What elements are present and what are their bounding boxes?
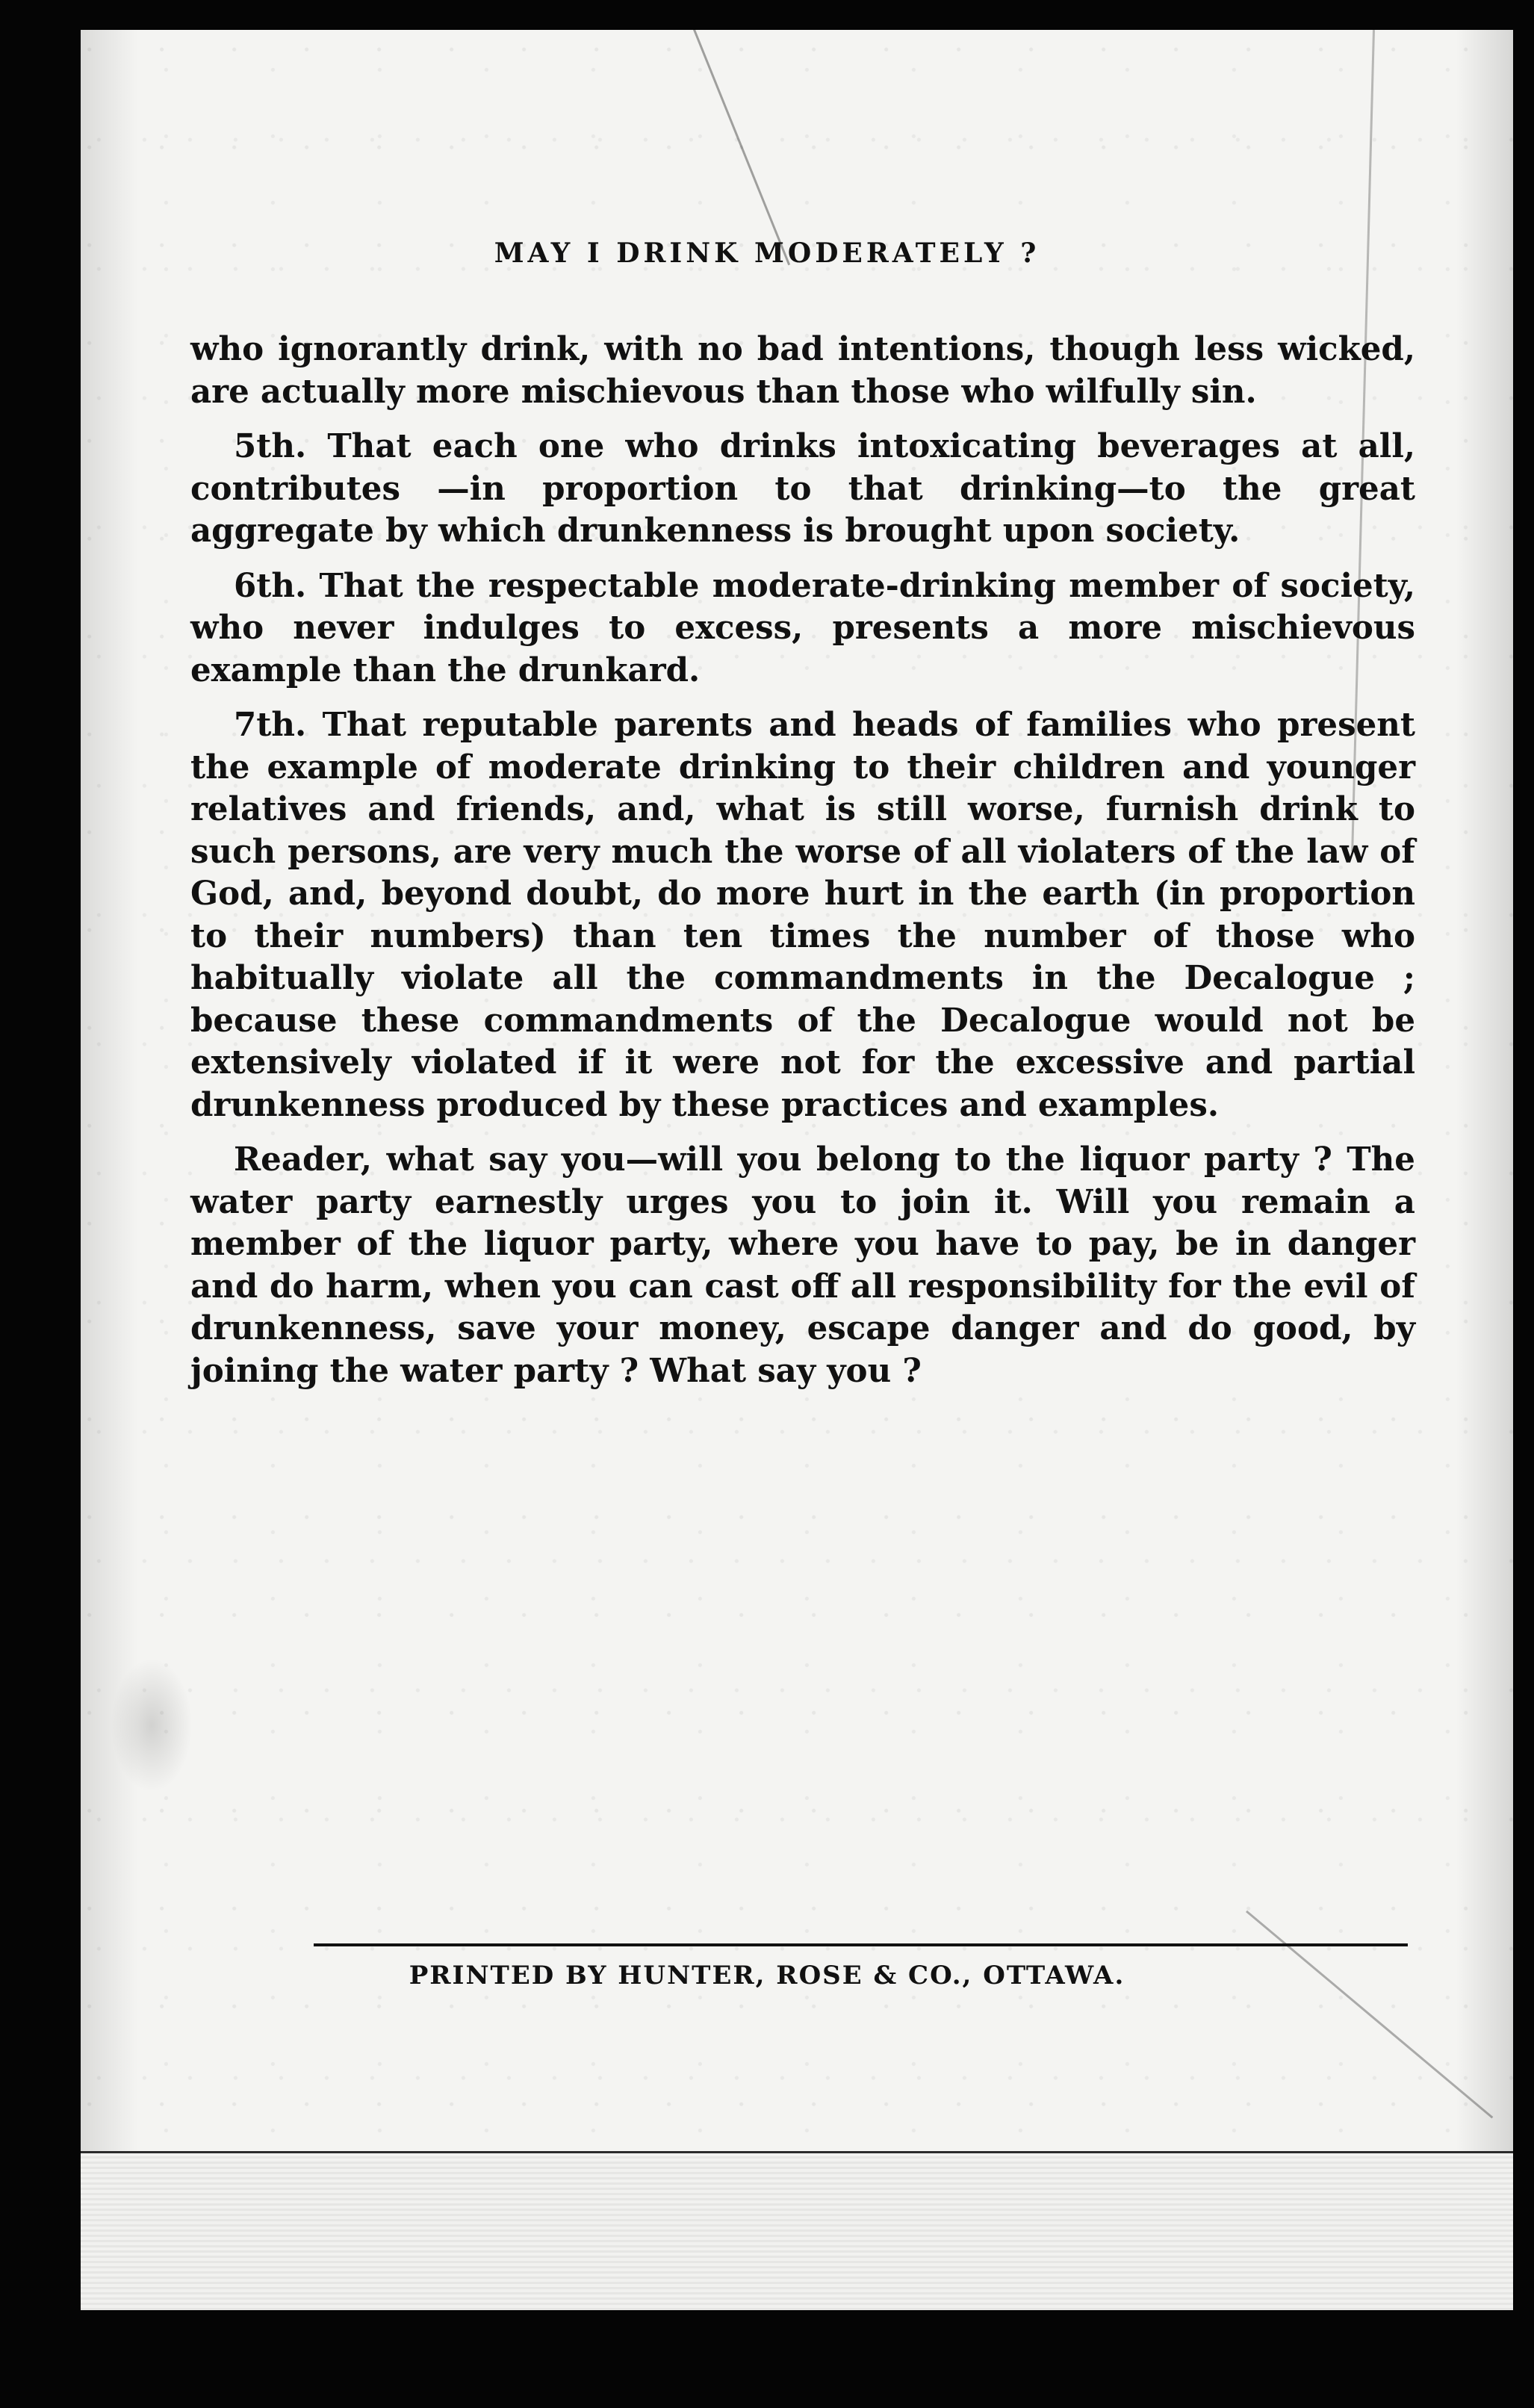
paragraph-reader: Reader, what say you—will you belong to the liquor party ? The water party earnestly urges you to join it. Will you remain a member of the liquor party, where you have to pay, be in danger and do harm, when you can cast off all responsibility for the evil of drunkenness, save your money, escape danger and do good, by joining the water party ? What say you ? — [190, 1141, 1415, 1390]
paper-crease — [693, 29, 790, 265]
paper-smudge — [111, 1658, 193, 1793]
imprint-rule — [314, 1943, 1408, 1946]
paper-crease — [1246, 1911, 1493, 2119]
paragraph-6th: 6th. That the respectable moderate-drinking member of society, who never indulges to excess, presents a more mischievous example than the drunkard. — [190, 566, 1415, 689]
paragraph-7th: 7th. That reputable parents and heads of families who present the example of moderate drinking to their children and younger relatives and friends, and, what is still worse, furnish drink to such persons, are very much the worse of all violaters of the law of God, and, beyond doubt, do more hurt in the earth (in proportion to their numbers) than ten times the number of those who habitually violate all the commandments in the Decalogue ; because these commandments of the Decalogue would not be extensively violated if it were not for the excessive and partial drunkenness produced by these practices and examples. — [190, 706, 1415, 1124]
page-bottom-margin — [81, 2151, 1513, 2310]
body-text — [190, 329, 1415, 1405]
paragraph-continuation: who ignorantly drink, with no bad intentions, though less wicked, are actually more mischievous than those who wilfully sin. — [190, 330, 1415, 411]
running-head: MAY I DRINK MODERATELY ? — [494, 238, 1040, 269]
paragraph-5th: 5th. That each one who drinks intoxicating beverages at all, contributes —in proportion to that drinking—to the great aggregate by which drunkenness is brought upon society. — [190, 427, 1415, 550]
printer-imprint: PRINTED BY HUNTER, ROSE & CO., OTTAWA. — [409, 1961, 1125, 1990]
